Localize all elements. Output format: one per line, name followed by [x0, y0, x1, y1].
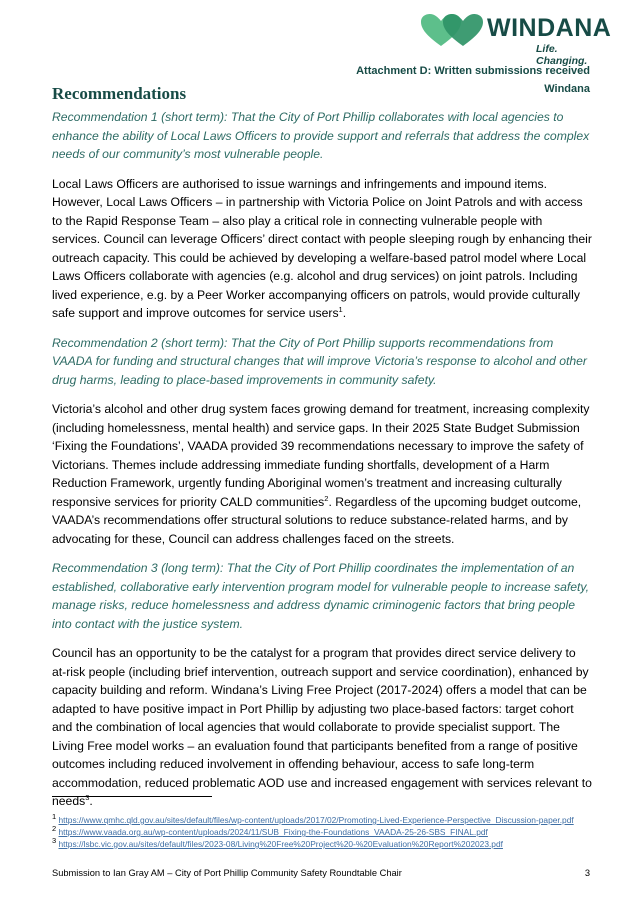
document-body [52, 108, 592, 822]
recommendation-2-paragraph: Victoria’s alcohol and other drug system faces growing demand for treatment, increasing complexity (including homelessness, mental health) and service gaps. In their 2025 State Budget Submission ‘Fixing the Foundations’, VAADA provided 39 recommendations necessary to improve the safety of Victorians. Themes include addressing immediate funding shortfalls, development of a Harm Reduction Framework, urgently funding Aboriginal women’s treatment and increasing culturally responsive services for priority CALD communities$^2$. Regardless of the upcoming budget outcome, VAADA’s recommendations offer structural solutions to reduce substance-related harms, and by advocating for these, Council can address challenges faced on the streets. [52, 402, 590, 546]
footnote-ref-1[interactable]: 1 [338, 304, 343, 314]
section-heading: Recommendations [52, 84, 187, 103]
footnote-ref-2[interactable]: 2 [324, 493, 329, 503]
recommendation-2: Recommendation 2 (short term): That the City of Port Phillip supports recommendations from VAADA for funding and structural changes that will improve Victoria’s response to alcohol and other drug harms, leading to place-based improvements in community safety. [52, 335, 587, 387]
recommendation-1: Recommendation 1 (short term): That the City of Port Phillip collaborates with local agencies to enhance the ability of Local Laws Officers to provide support and referrals that address the complex needs of our community’s most vulnerable people. [52, 110, 590, 161]
footnote-link-3[interactable]: https://lsbc.vic.gov.au/sites/default/files/2023-08/Living%20Free%20Project%20-%20Evaluation%20Report%202023.pdf [58, 839, 503, 849]
footnote-link-2[interactable]: https://www.vaada.org.au/wp-content/uploads/2024/11/SUB_Fixing-the-Foundations_VAADA-25-26-SBS_FINAL.pdf [58, 827, 488, 837]
attachment-label [356, 62, 590, 98]
windana-logo [421, 10, 612, 67]
logo-brand: WINDANA [487, 14, 612, 42]
footnotes [52, 814, 592, 850]
footnote-link-1[interactable]: https://www.qmhc.qld.gov.au/sites/default/files/wp-content/uploads/2017/02/Promoting-Lived-Experience-Perspective_Discussion-paper.pdf [58, 815, 574, 825]
footnote-3: $^3$ https://lsbc.vic.gov.au/sites/default/files/2023-08/Living%20Free%20Project%20-%20Evaluation%20Report%202023.pdf [52, 836, 503, 849]
hearts-logo-icon [421, 14, 483, 48]
footnote-2: $^2$ https://www.vaada.org.au/wp-content/uploads/2024/11/SUB_Fixing-the-Foundations_VAADA-25-26-SBS_FINAL.pdf [52, 824, 488, 837]
footnote-ref-3[interactable]: 3 [85, 792, 90, 802]
recommendation-3-paragraph: Council has an opportunity to be the catalyst for a program that provides direct service delivery to at-risk people (including brief intervention, outreach support and service coordination), enhanced by capacity building and reform. Windana’s Living Free Project (2017-2024) offers a model that can be adapted to have positive impact in Port Phillip by adjusting two place-based factors: target cohort and the combination of local agencies that would collaborate to provide specialist support. The Living Free model works – an evaluation found that participants benefited from a range of positive outcomes including reduced involvement in offending behaviour, access to safe long-term accommodation, reduced problematic AOD use and increased engagement with services relevant to needs$^3$. [52, 646, 592, 808]
page-number: 3 [584, 868, 590, 878]
recommendation-3: Recommendation 3 (long term): That the City of Port Phillip coordinates the implementation of an established, collaborative early intervention program model for vulnerable people to increase safety, manage risks, reduce homelessness and address dynamic criminogenic factors that bring people into contact with the justice system. [52, 561, 589, 631]
page-footer: Submission to Ian Gray AM – City of Port Phillip Community Safety Roundtable Chair [52, 868, 402, 878]
attachment-org: Windana [544, 83, 590, 95]
recommendation-1-paragraph: Local Laws Officers are authorised to issue warnings and infringements and impound items. However, Local Laws Officers – in partnership with Victoria Police on Joint Patrols and with access to the Rapid Response Team – also play a critical role in connecting vulnerable people with services. Council can leverage Officers’ direct contact with people sleeping rough by enhancing their outreach capacity. This could be achieved by developing a welfare-based patrol model where Local Laws Officers collaborate with agencies (e.g. alcohol and drug services) on joint patrols. Including lived experience, e.g. by a Peer Worker accompanying officers on patrols, would provide culturally safe support and improve outcomes for service users$^1$. [52, 176, 592, 320]
footnote-1: $^1$ https://www.qmhc.qld.gov.au/sites/default/files/wp-content/uploads/2017/02/Promoting-Lived-Experience-Perspective_Discussion-paper.pdf [52, 812, 574, 825]
attachment-title: Attachment D: Written submissions received [356, 65, 590, 77]
logo-tagline: Life. Changing. [536, 43, 588, 67]
footnote-divider [52, 796, 212, 797]
